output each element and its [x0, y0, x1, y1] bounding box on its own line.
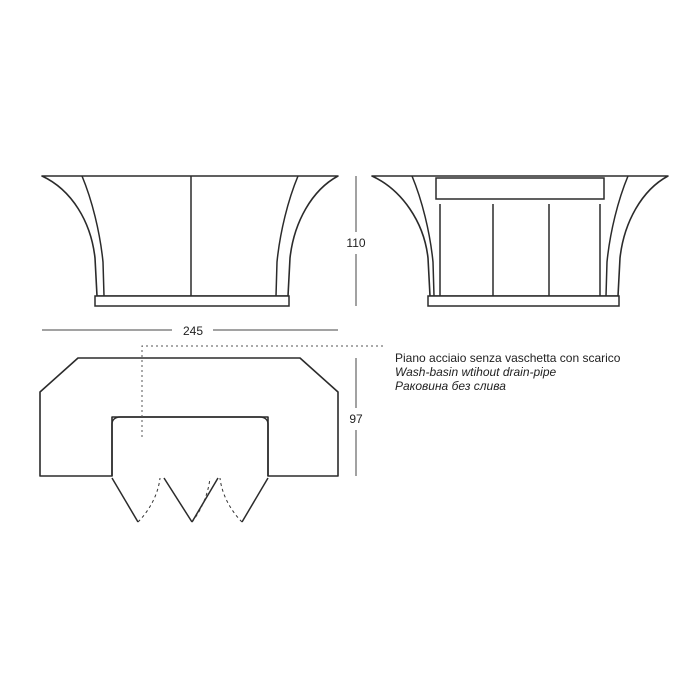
- plan-view-inner-opening: [112, 417, 268, 476]
- depth-dimension-label: 97: [349, 412, 363, 426]
- height-dimension: [346, 176, 365, 306]
- back-elevation-base: [428, 296, 619, 306]
- door-leaf-left: [112, 478, 138, 522]
- width-dimension-label: 245: [182, 324, 204, 338]
- width-dimension: [42, 324, 338, 338]
- door-swing-arc-left: [138, 478, 160, 522]
- door-swing-arc-center: [192, 478, 210, 522]
- door-swing-arc-right: [220, 478, 242, 522]
- basin-note: [395, 351, 621, 393]
- note-english: Wash-basin wtihout drain-pipe: [395, 365, 557, 379]
- note-russian: Раковина без слива: [395, 379, 506, 393]
- note-italian: Piano acciaio senza vaschetta con scarico: [395, 351, 621, 365]
- height-dimension-label: 110: [346, 236, 366, 250]
- back-elevation: [372, 176, 668, 306]
- front-elevation-outline: [42, 176, 338, 296]
- door-leaf-center-left: [164, 478, 192, 522]
- front-elevation: [42, 176, 338, 306]
- door-leaf-right: [242, 478, 268, 522]
- depth-dimension: [349, 358, 363, 476]
- plan-view: [40, 358, 338, 522]
- front-elevation-base: [95, 296, 289, 306]
- back-elevation-outline: [372, 176, 668, 296]
